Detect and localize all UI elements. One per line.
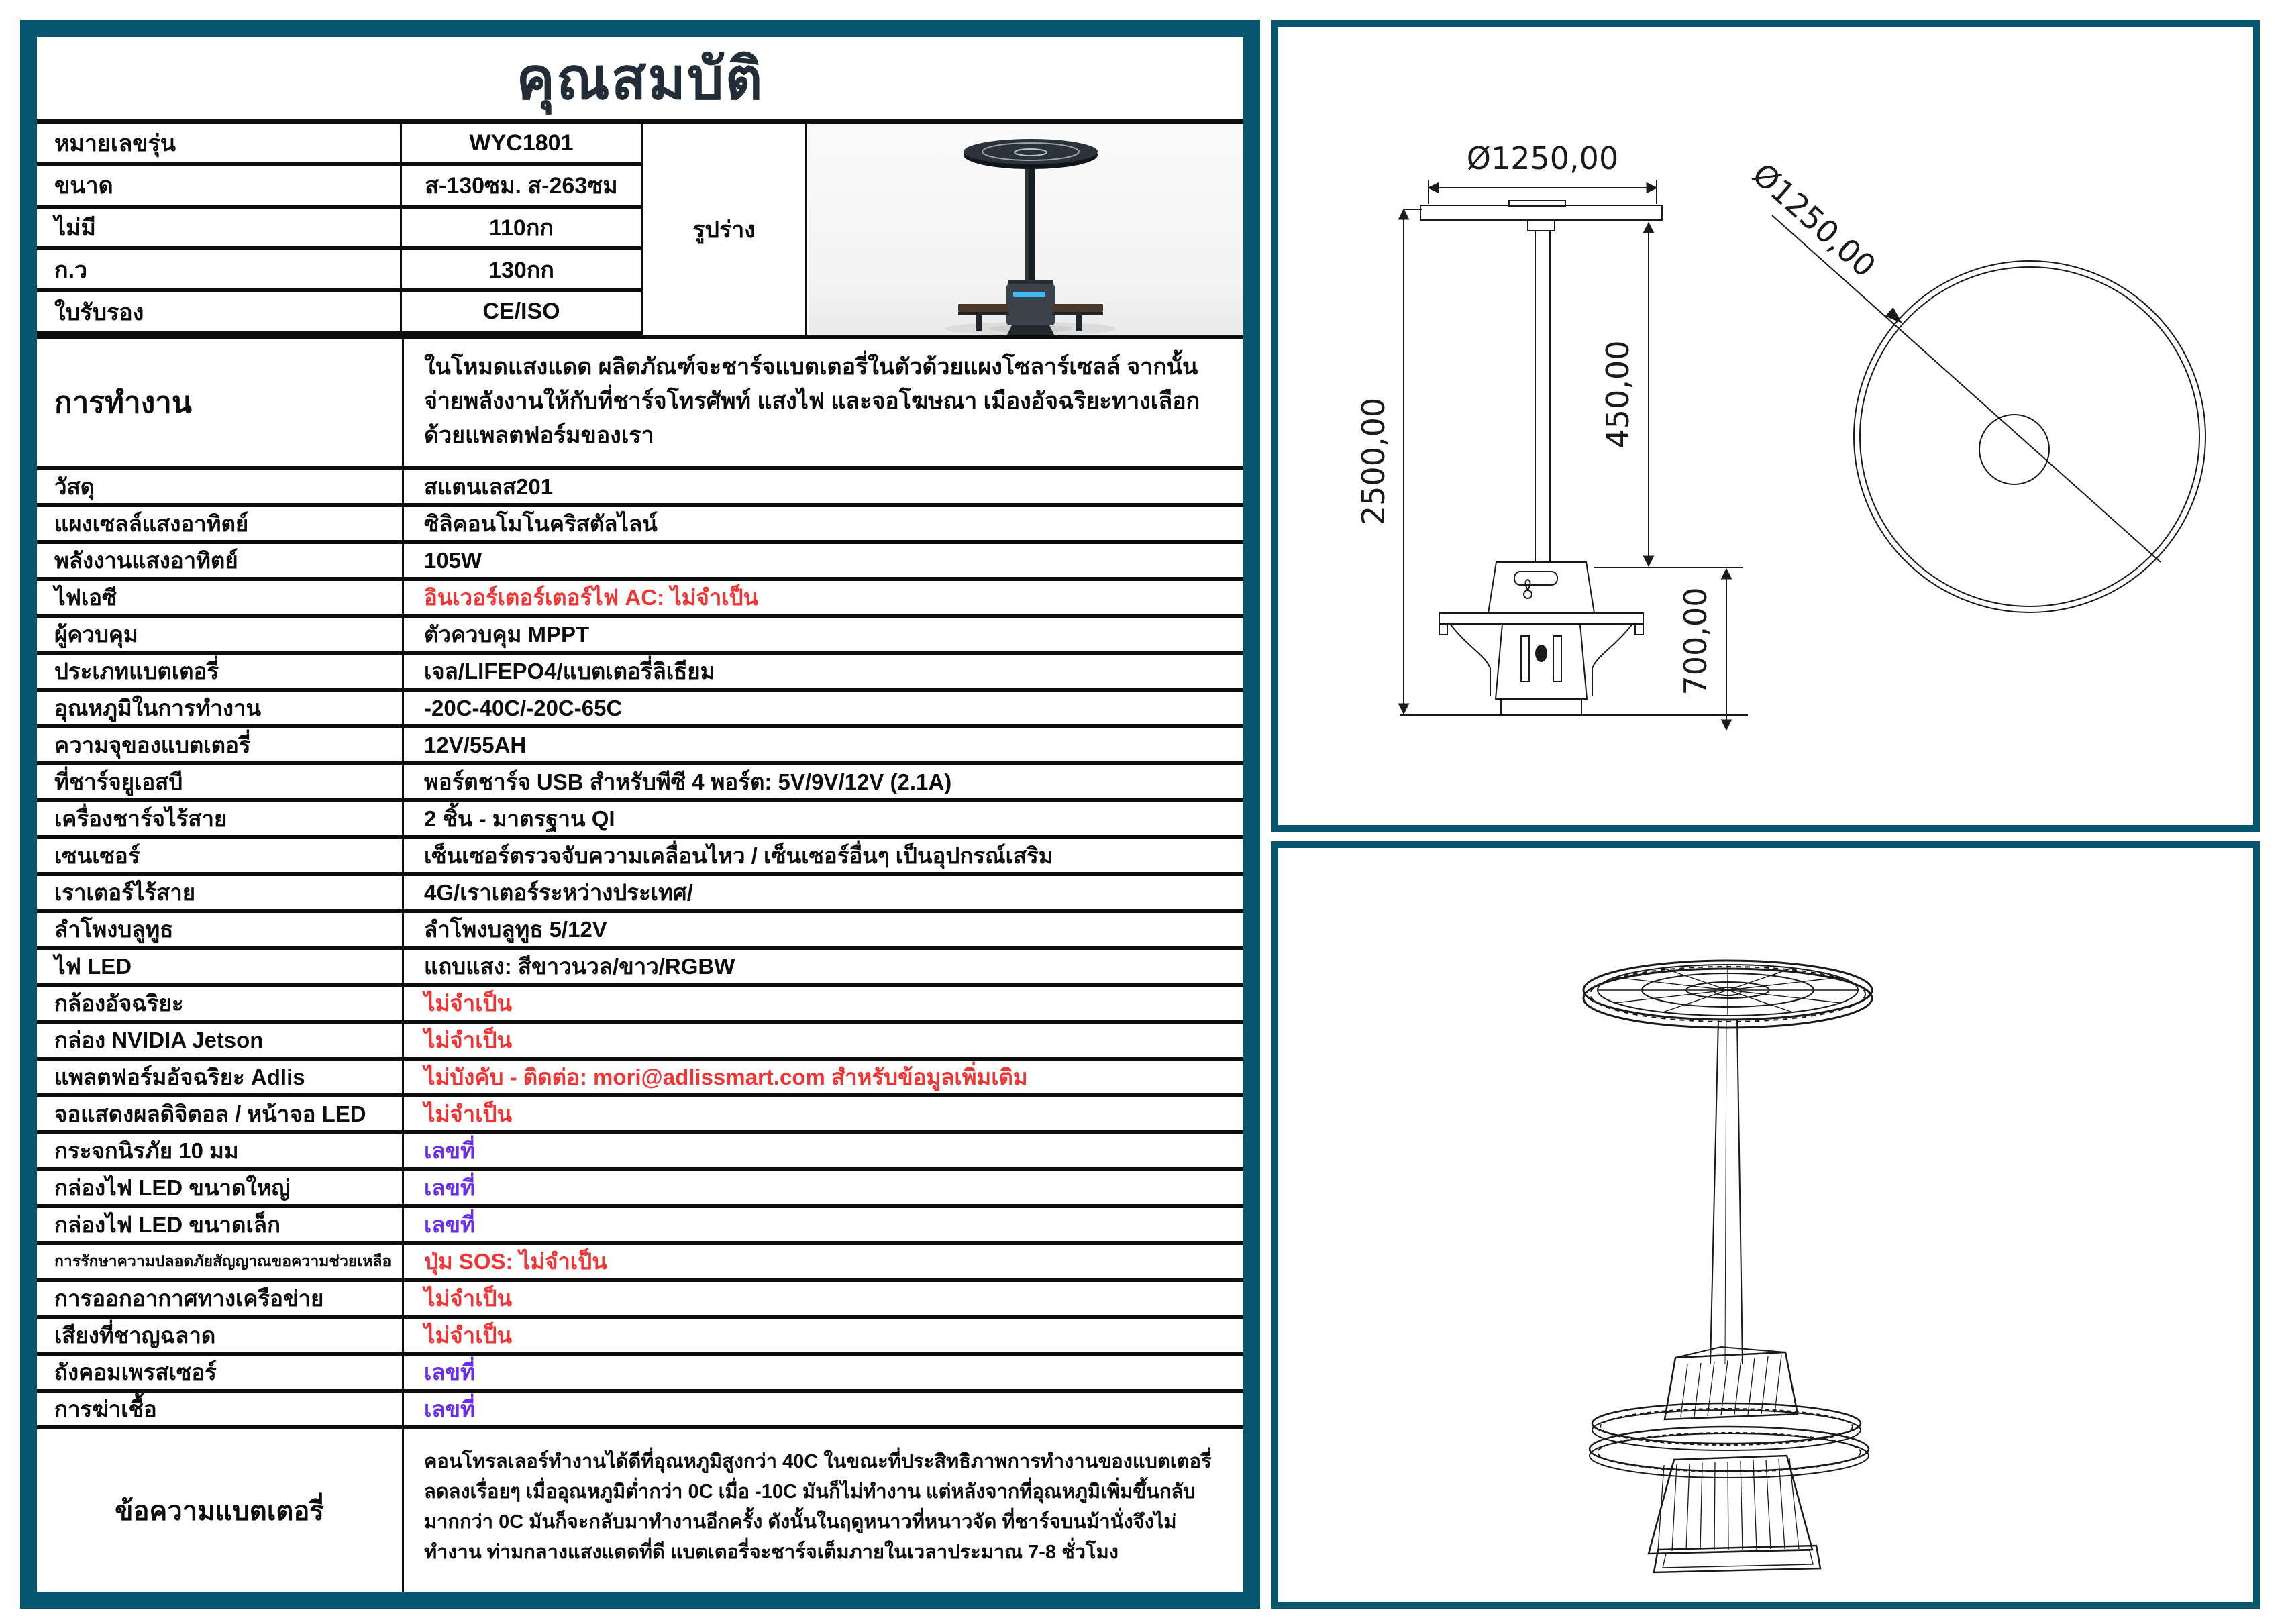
spec-value: เลขที่	[424, 1360, 475, 1385]
spec-value: เซ็นเซอร์ตรวจจับความเคลื่อนไหว / เซ็นเซอร์อื่นๆ เป็นอุปกรณ์เสริม	[424, 843, 1053, 868]
spec-row	[37, 1393, 1243, 1429]
spec-row	[37, 1171, 1243, 1208]
dim-total-height-label: 2500,00	[1355, 397, 1392, 526]
dim-top-diameter-label: Ø1250,00	[1466, 140, 1619, 176]
battery-note-text: คอนโทรลเลอร์ทำงานได้ดีที่อุณหภูมิสูงกว่า 40C ในขณะที่ประสิทธิภาพการทำงานของแบตเตอรี่ลดลงเรื่อยๆ เมื่ออุณหภูมิต่ำกว่า 0C เมื่อ -10C มันก็ไม่ทำงาน แต่หลังจากที่อุณหภูมิเพิ่มขึ้นกลับมากกว่า 0C มันก็จะกลับมาทำงานอีกครั้ง ดังนั้นในฤดูหนาวที่หนาวจัด ที่ชาร์จบนม้านั่งจึงไม่ทำงาน ท่ามกลางแสงแดดที่ดี แบตเตอรี่จะชาร์จเต็มภายในเวลาประมาณ 7-8 ชั่วโมง	[424, 1451, 1212, 1563]
operation-row	[37, 339, 1243, 470]
spec-value: 105W	[424, 547, 482, 573]
spec-label: กล่องไฟ LED ขนาดเล็ก	[37, 1208, 404, 1241]
spec-label: ความจุของแบตเตอรี่	[37, 728, 404, 761]
spec-value: ลำโพงบลูทูธ 5/12V	[424, 917, 607, 942]
spec-label: กระจกนิรภัย 10 มม	[37, 1134, 404, 1167]
spec-label: ถังคอมเพรสเซอร์	[37, 1356, 404, 1389]
operation-text: ในโหมดแสงแดด ผลิตภัณฑ์จะชาร์จแบตเตอรี่ในตัวด้วยแผงโซลาร์เซลล์ จากนั้นจ่ายพลังงานให้กับที่ชาร์จโทรศัพท์ แสงไฟ และจอโฆษณา เมืองอัจฉริยะทางเลือกด้วยแพลตฟอร์มของเรา	[424, 354, 1200, 448]
spec-value: 4G/เราเตอร์ระหว่างประเทศ/	[424, 880, 693, 905]
solar-table-photo	[809, 124, 1243, 335]
product-photo	[809, 124, 1243, 335]
row-value: WYC1801	[469, 129, 574, 156]
spec-row	[37, 802, 1243, 839]
dimension-drawing-panel	[1271, 20, 2260, 832]
battery-note-label: ข้อความแบตเตอรี่	[37, 1429, 404, 1592]
spec-row	[37, 839, 1243, 876]
spec-label: พลังงานแสงอาทิตย์	[37, 544, 404, 577]
spec-row	[37, 618, 1243, 655]
spec-value: พอร์ตชาร์จ USB สำหรับพีซี 4 พอร์ต: 5V/9V/12V (2.1A)	[424, 769, 952, 794]
spec-row	[37, 1097, 1243, 1134]
spec-value: -20C-40C/-20C-65C	[424, 695, 623, 720]
shape-label-cell: รูปร่าง	[643, 124, 807, 335]
spec-value: สแตนเลส201	[424, 474, 554, 499]
spec-table-panel	[20, 20, 1260, 1609]
spec-row	[37, 913, 1243, 950]
table-row	[37, 124, 641, 166]
top-info-block	[37, 124, 1243, 339]
spec-row	[37, 950, 1243, 987]
wireframe-pole	[1710, 1020, 1743, 1364]
spec-label: กล้องอัจฉริยะ	[37, 987, 404, 1020]
spec-value: ไม่จำเป็น	[424, 1323, 513, 1348]
spec-label: ลำโพงบลูทูธ	[37, 913, 404, 946]
spec-row	[37, 765, 1243, 802]
spec-value: ไม่จำเป็น	[424, 1286, 513, 1311]
row-label: หมายเลขรุ่น	[37, 124, 402, 162]
spec-value: 2 ชิ้น - มาตรฐาน QI	[424, 806, 615, 831]
spec-label: เครื่องชาร์จไร้สาย	[37, 802, 404, 835]
spec-label: ไฟเอซี	[37, 581, 404, 614]
spec-label: ประเภทแบตเตอรี่	[37, 655, 404, 688]
spec-label: จอแสดงผลดิจิตอล / หน้าจอ LED	[37, 1097, 404, 1130]
spec-row	[37, 1061, 1243, 1097]
row-label: ไม่มี	[37, 209, 402, 247]
spec-value: เจล/LIFEPO4/แบตเตอรี่ลิเธียม	[424, 659, 715, 684]
spec-label: กล่อง NVIDIA Jetson	[37, 1024, 404, 1057]
front-elevation-drawing	[1355, 140, 1748, 730]
spec-row	[37, 1319, 1243, 1356]
spec-value: ปุ่ม SOS: ไม่จำเป็น	[424, 1249, 607, 1274]
spec-row	[37, 1134, 1243, 1171]
spec-label: เราเตอร์ไร้สาย	[37, 876, 404, 909]
spec-value: เลขที่	[424, 1397, 475, 1421]
spec-value: 12V/55AH	[424, 732, 527, 757]
spec-row	[37, 470, 1243, 507]
row-value: 130กก	[488, 257, 554, 283]
spec-row	[37, 876, 1243, 913]
spec-value: ไม่จำเป็น	[424, 991, 513, 1016]
row-label: ก.ว	[37, 250, 402, 288]
spec-value: ไม่บังคับ - ติดต่อ: mori@adlissmart.com สำหรับข้อมูลเพิ่มเติม	[424, 1065, 1028, 1089]
top-info-rows	[37, 124, 643, 335]
dim-circle-diameter-label: Ø1250,00	[1745, 156, 1883, 284]
spec-row	[37, 1356, 1243, 1393]
table-row	[37, 209, 641, 251]
dim-pole-length-label: 450,00	[1600, 340, 1636, 449]
row-label: ใบรับรอง	[37, 292, 402, 331]
top-view-circle-drawing	[1745, 156, 2205, 612]
spec-value: อินเวอร์เตอร์เตอร์ไฟ AC: ไม่จำเป็น	[424, 585, 759, 610]
spec-value: ไม่จำเป็น	[424, 1028, 513, 1052]
spec-label: การรักษาความปลอดภัยสัญญาณขอความช่วยเหลือ	[37, 1245, 404, 1278]
table-row	[37, 292, 641, 335]
spec-label: กล่องไฟ LED ขนาดใหญ่	[37, 1171, 404, 1204]
spec-row	[37, 1208, 1243, 1245]
spec-row	[37, 544, 1243, 581]
spec-row	[37, 1245, 1243, 1282]
spec-row	[37, 581, 1243, 618]
table-row	[37, 250, 641, 292]
wireframe-bench-ring	[1590, 1403, 1869, 1478]
row-value: CE/ISO	[482, 299, 560, 325]
row-value: ส-130ซม. ส-263ซม	[425, 173, 618, 199]
spec-row	[37, 507, 1243, 544]
spec-label: แผงเซลล์แสงอาทิตย์	[37, 507, 404, 540]
spec-row	[37, 655, 1243, 692]
spec-value: ซิลิคอนโมโนคริสตัลไลน์	[424, 511, 658, 536]
spec-value: แถบแสง: สีขาวนวล/ขาว/RGBW	[424, 954, 735, 979]
wireframe-3d-drawing	[1278, 848, 2253, 1602]
spec-label: ที่ชาร์จยูเอสบี	[37, 765, 404, 798]
spec-value: ตัวควบคุม MPPT	[424, 622, 590, 647]
row-value: 110กก	[488, 215, 554, 241]
spec-label: วัสดุ	[37, 470, 404, 503]
spec-row	[37, 728, 1243, 765]
wireframe-drawing-panel	[1271, 841, 2260, 1609]
page-title: คุณสมบัติ	[37, 37, 1243, 124]
row-label: ขนาด	[37, 166, 402, 205]
spec-label: การออกอากาศทางเครือข่าย	[37, 1282, 404, 1315]
spec-label: เสียงที่ชาญฉลาด	[37, 1319, 404, 1352]
spec-row	[37, 1282, 1243, 1319]
spec-row	[37, 692, 1243, 728]
table-row	[37, 166, 641, 209]
spec-value: เลขที่	[424, 1212, 475, 1237]
spec-value: ไม่จำเป็น	[424, 1101, 513, 1126]
spec-label: อุณหภูมิในการทำงาน	[37, 692, 404, 724]
spec-label: การฆ่าเชื้อ	[37, 1393, 404, 1425]
spec-label: แพลตฟอร์มอัจฉริยะ Adlis	[37, 1061, 404, 1093]
front-elevation-and-top-view-drawing	[1278, 27, 2253, 825]
spec-value: เลขที่	[424, 1175, 475, 1200]
spec-row	[37, 987, 1243, 1024]
operation-label: การทำงาน	[37, 339, 404, 466]
dim-bench-height-label: 700,00	[1677, 587, 1714, 696]
battery-note-row	[37, 1429, 1243, 1592]
spec-label: ผู้ควบคุม	[37, 618, 404, 651]
spec-label: ไฟ LED	[37, 950, 404, 983]
spec-row	[37, 1024, 1243, 1061]
wireframe-canopy-disc	[1583, 961, 1872, 1028]
spec-label: เซนเซอร์	[37, 839, 404, 872]
spec-value: เลขที่	[424, 1138, 475, 1163]
